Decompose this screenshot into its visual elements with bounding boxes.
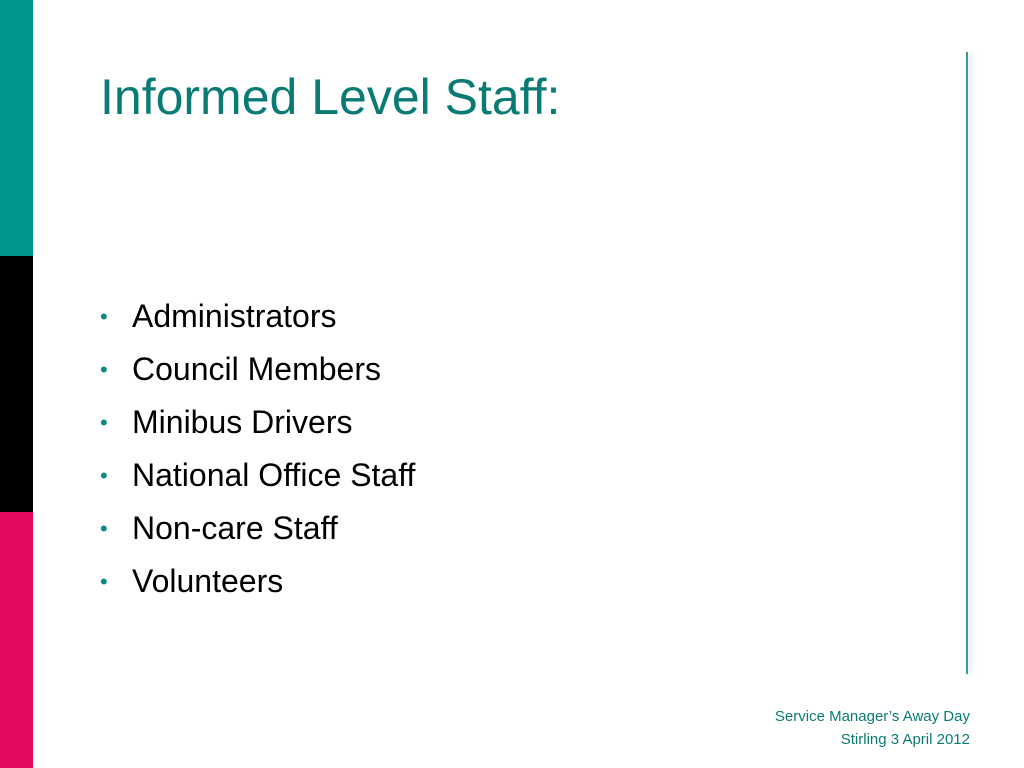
bullet-item-volunteers — [100, 555, 415, 608]
side-bar-teal — [0, 0, 33, 256]
bullet-text: Non-care Staff — [132, 510, 338, 546]
bullet-dot-icon: • — [100, 568, 108, 594]
slide-title: Informed Level Staff: — [100, 69, 561, 125]
bullet-text: Minibus Drivers — [132, 404, 353, 440]
bullet-item-non-care-staff — [100, 502, 415, 555]
bullet-item-council-members — [100, 343, 415, 396]
footer-location-date: Stirling 3 April 2012 — [840, 731, 970, 748]
side-bar-magenta — [0, 512, 33, 768]
bullet-dot-icon: • — [100, 515, 108, 541]
bullet-text: National Office Staff — [132, 457, 416, 493]
bullet-item-minibus-drivers — [100, 396, 415, 449]
bullet-dot-icon: • — [100, 462, 108, 488]
footer-event-name: Service Manager’s Away Day — [774, 708, 970, 725]
bullet-dot-icon: • — [100, 303, 108, 329]
bullet-text: Council Members — [132, 351, 381, 387]
bullet-text: Volunteers — [132, 563, 284, 599]
bullet-list — [100, 290, 415, 608]
right-divider-line — [966, 52, 968, 674]
bullet-text: Administrators — [132, 298, 337, 334]
bullet-dot-icon: • — [100, 356, 108, 382]
bullet-item-administrators — [100, 290, 415, 343]
slide-footer — [775, 705, 970, 751]
side-bar-black — [0, 256, 33, 512]
bullet-item-national-office-staff — [100, 449, 415, 502]
bullet-dot-icon: • — [100, 409, 108, 435]
